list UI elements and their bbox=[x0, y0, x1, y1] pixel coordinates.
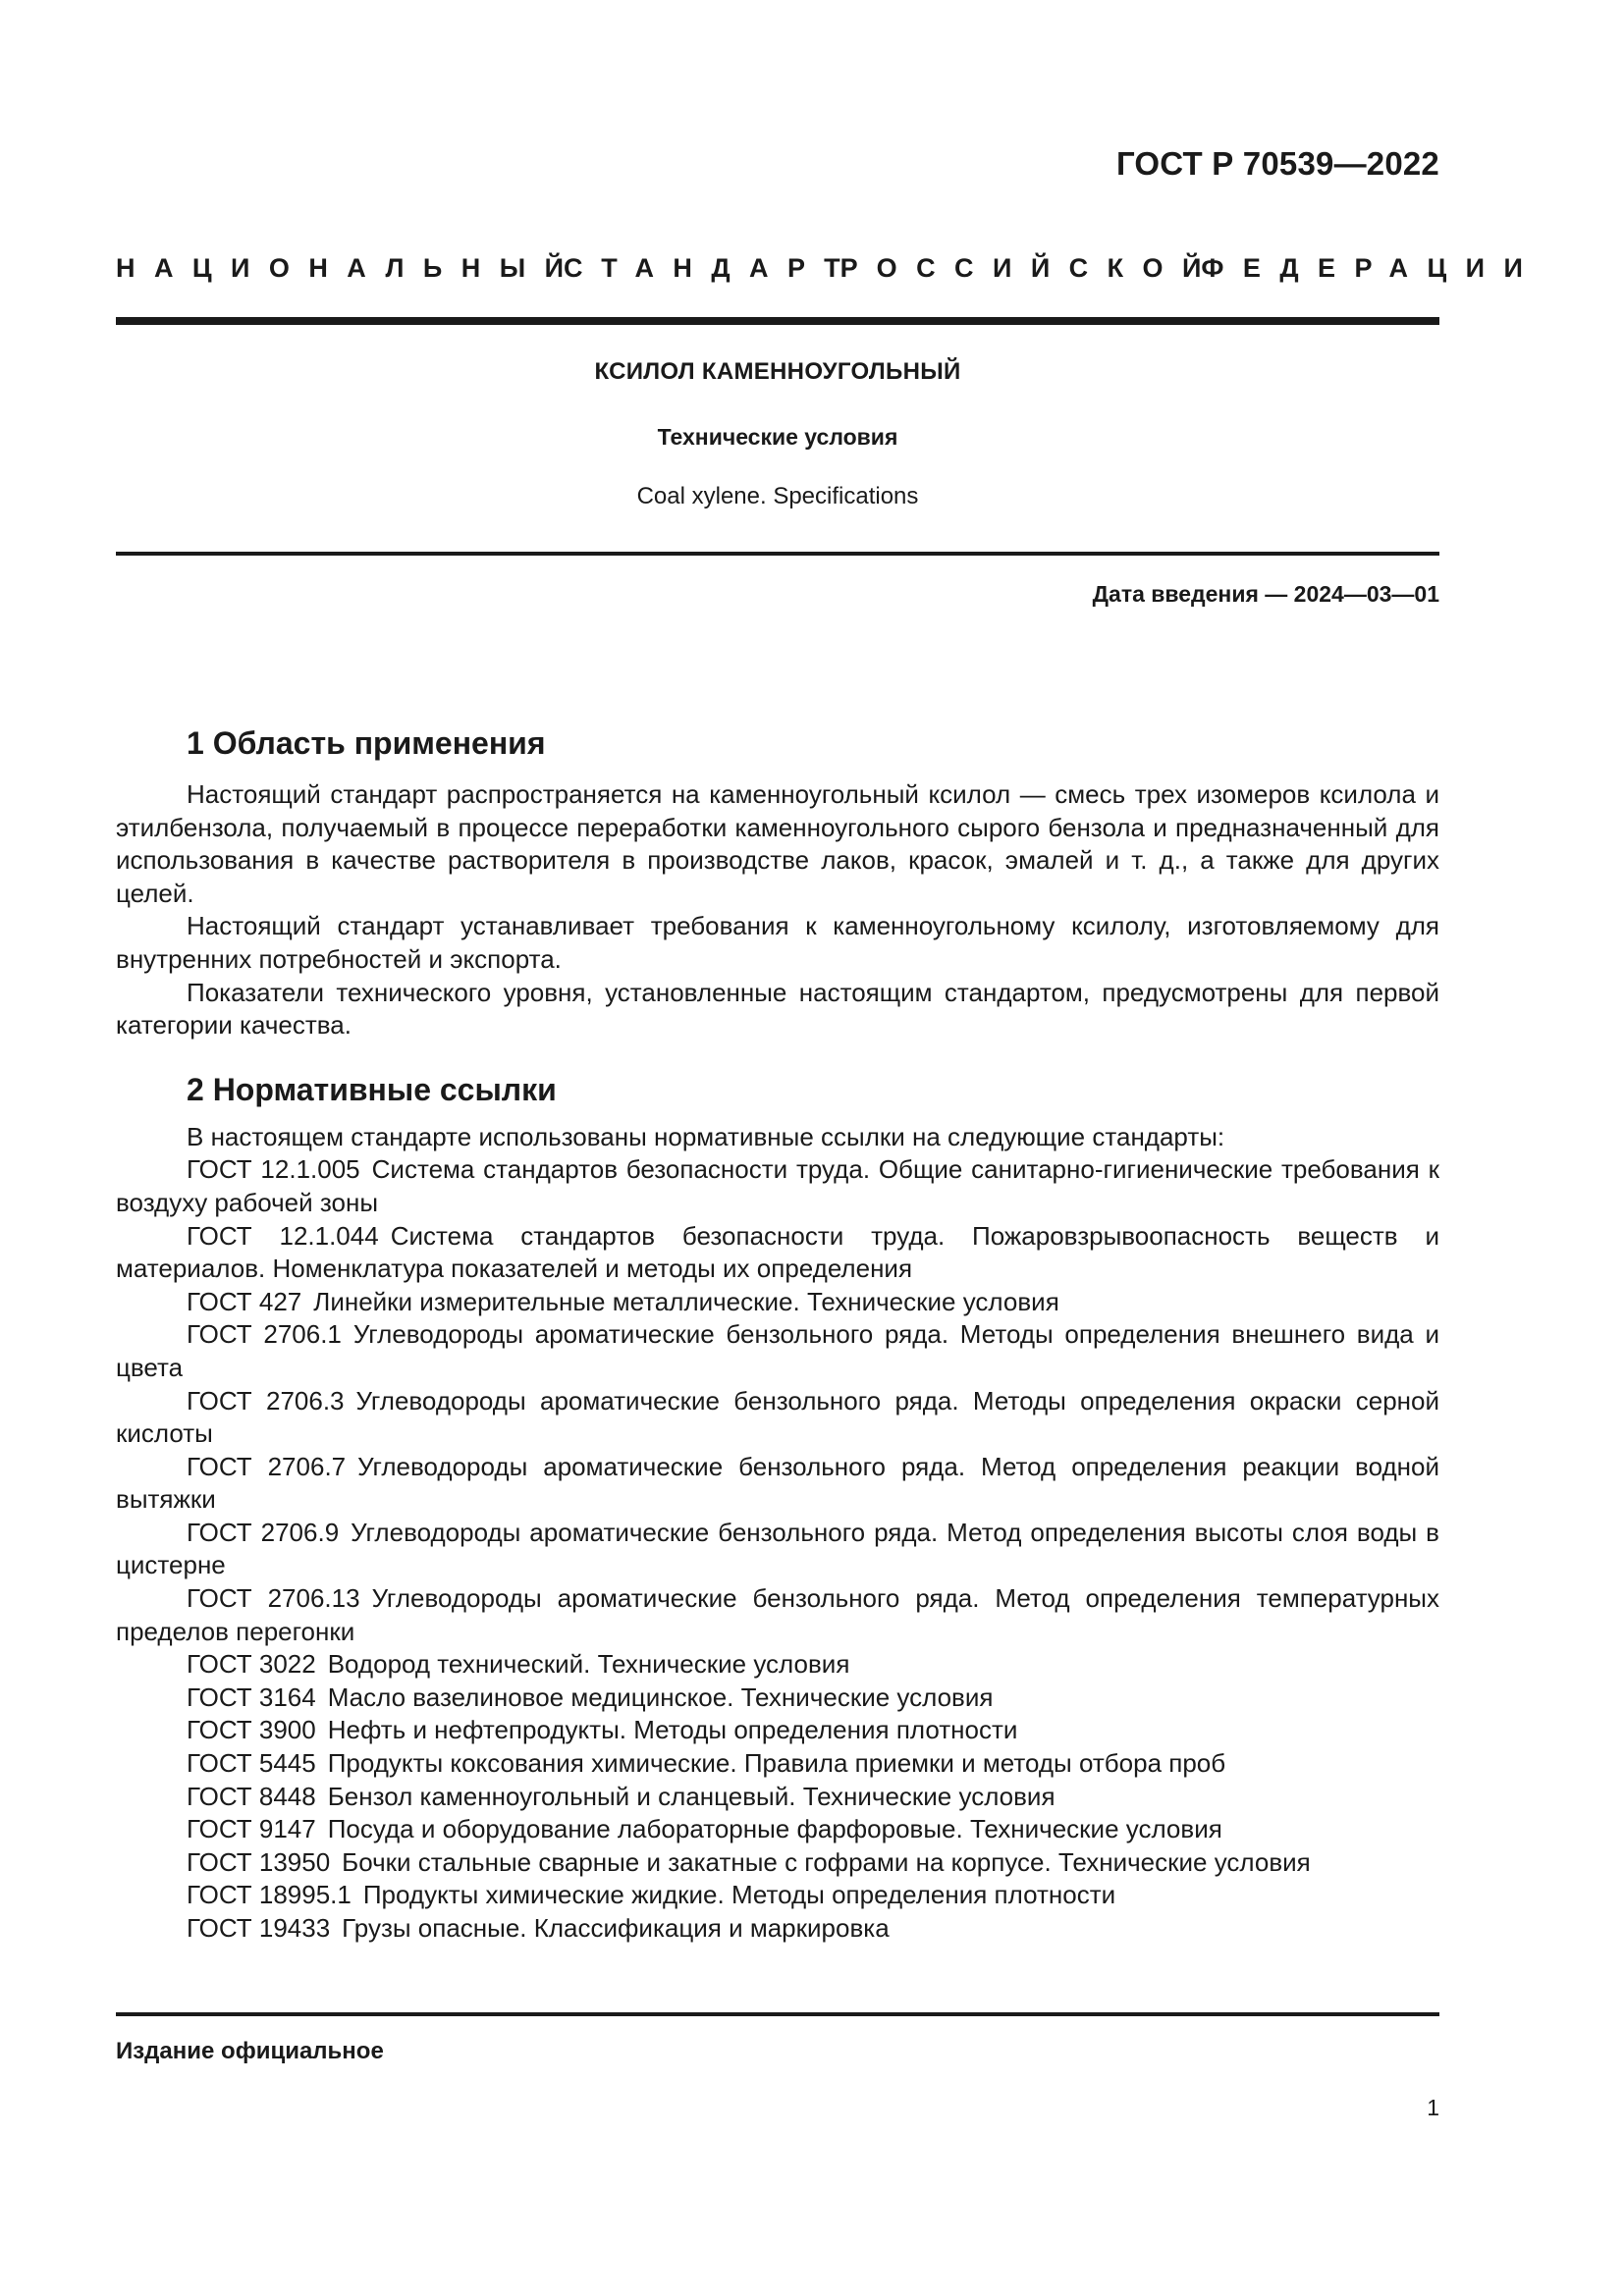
reference-item bbox=[116, 1813, 1439, 1846]
paragraph: Показатели технического уровня, установленные настоящим стандартом, предусмотрены для первой категории качества. bbox=[116, 977, 1439, 1041]
reference-item bbox=[116, 1912, 1439, 1946]
paragraph: Настоящий стандарт распространяется на каменноугольный ксилол — смесь трех изомеров ксилола и этилбензола, получаемый в процессе переработки каменноугольного сырого бензола и предназначенный для использования в качестве растворителя в производстве лаков, красок, эмалей и т. д., а также для других целей. bbox=[116, 779, 1439, 908]
reference-title: Водород технический. Технические условия bbox=[327, 1649, 850, 1680]
reference-item bbox=[116, 1286, 1439, 1319]
reference-title: Масло вазелиновое медицинское. Технические условия bbox=[327, 1682, 994, 1712]
english-title: Coal xylene. Specifications bbox=[636, 483, 919, 509]
reference-number: ГОСТ 8448 bbox=[187, 1781, 316, 1811]
reference-title: Нефть и нефтепродукты. Методы определения плотности bbox=[327, 1715, 1018, 1745]
paragraph: В настоящем стандарте использованы нормативные ссылки на следующие стандарты: bbox=[187, 1121, 1225, 1151]
reference-item bbox=[116, 1153, 1439, 1219]
reference-number: ГОСТ 12.1.005 bbox=[187, 1154, 360, 1185]
reference-title: Углеводороды ароматические бензольного ряда. Метод определения высоты слоя воды в цистерне bbox=[116, 1517, 1439, 1580]
introduction-date: Дата введения — 2024—03—01 bbox=[1092, 581, 1439, 607]
reference-item bbox=[116, 1220, 1439, 1286]
reference-number: ГОСТ 2706.1 bbox=[187, 1319, 342, 1350]
reference-title: Продукты коксования химические. Правила приемки и методы отбора проб bbox=[327, 1748, 1226, 1779]
reference-item bbox=[116, 1781, 1439, 1814]
document-subtitle: Технические условия bbox=[657, 424, 898, 450]
reference-title: Углеводороды ароматические бензольного ряда. Метод определения реакции водной вытяжки bbox=[116, 1451, 1439, 1515]
reference-item bbox=[116, 1385, 1439, 1451]
banner-word: РОССИЙСКОЙ bbox=[839, 253, 1220, 283]
reference-title: Посуда и оборудование лабораторные фарфоровые. Технические условия bbox=[327, 1814, 1222, 1844]
reference-number: ГОСТ 427 bbox=[187, 1286, 302, 1316]
reference-item bbox=[116, 1582, 1439, 1648]
section-heading: 1 Область применения bbox=[187, 725, 546, 761]
reference-item bbox=[116, 1747, 1439, 1781]
reference-title: Бензол каменноугольный и сланцевый. Технические условия bbox=[327, 1781, 1056, 1811]
banner-word: ФЕДЕРАЦИИ bbox=[1201, 253, 1543, 283]
divider bbox=[116, 2012, 1439, 2016]
standard-code: ГОСТ Р 70539—2022 bbox=[1115, 145, 1439, 182]
national-standard-banner bbox=[116, 253, 1543, 284]
reference-item bbox=[116, 1318, 1439, 1384]
reference-number: ГОСТ 12.1.044 bbox=[187, 1220, 379, 1251]
reference-item bbox=[116, 1714, 1439, 1747]
reference-title: Система стандартов безопасности труда. Пожаровзрывоопасность веществ и материалов. Номенклатура показателей и методы их определения bbox=[116, 1220, 1439, 1284]
reference-title: Углеводороды ароматические бензольного ряда. Методы определения внешнего вида и цвета bbox=[116, 1319, 1440, 1382]
reference-item bbox=[116, 1648, 1439, 1682]
reference-number: ГОСТ 3022 bbox=[187, 1649, 316, 1680]
reference-number: ГОСТ 3164 bbox=[187, 1682, 316, 1712]
page-number: 1 bbox=[1427, 2095, 1439, 2120]
reference-list bbox=[116, 1153, 1439, 1945]
divider bbox=[116, 552, 1439, 556]
banner-word: СТАНДАРТ bbox=[564, 253, 860, 283]
reference-number: ГОСТ 2706.3 bbox=[187, 1385, 345, 1415]
reference-number: ГОСТ 13950 bbox=[187, 1846, 331, 1877]
section-heading: 2 Нормативные ссылки bbox=[187, 1071, 557, 1107]
reference-title: Продукты химические жидкие. Методы определения плотности bbox=[362, 1880, 1116, 1910]
reference-title: Грузы опасные. Классификация и маркировка bbox=[342, 1913, 890, 1943]
reference-item bbox=[116, 1682, 1439, 1715]
reference-number: ГОСТ 2706.13 bbox=[187, 1583, 360, 1614]
document-title: КСИЛОЛ КАМЕННОУГОЛЬНЫЙ bbox=[594, 358, 961, 385]
reference-number: ГОСТ 5445 bbox=[187, 1748, 316, 1779]
reference-title: Углеводороды ароматические бензольного ряда. Метод определения температурных пределов перегонки bbox=[116, 1583, 1439, 1646]
paragraph: Настоящий стандарт устанавливает требования к каменноугольному ксилолу, изготовляемому для внутренних потребностей и экспорта. bbox=[116, 911, 1439, 974]
reference-item bbox=[116, 1879, 1439, 1912]
reference-title: Система стандартов безопасности труда. Общие санитарно-гигиенические требования к воздуху рабочей зоны bbox=[116, 1154, 1439, 1217]
reference-item bbox=[116, 1451, 1439, 1517]
reference-title: Углеводороды ароматические бензольного ряда. Методы определения окраски серной кислоты bbox=[116, 1385, 1439, 1449]
document-body bbox=[116, 721, 1439, 1946]
reference-title: Линейки измерительные металлические. Технические условия bbox=[313, 1286, 1059, 1316]
reference-number: ГОСТ 9147 bbox=[187, 1814, 316, 1844]
reference-number: ГОСТ 2706.9 bbox=[187, 1517, 340, 1547]
reference-title: Бочки стальные сварные и закатные с гофрами на корпусе. Технические условия bbox=[342, 1846, 1311, 1877]
reference-number: ГОСТ 3900 bbox=[187, 1715, 316, 1745]
reference-item bbox=[116, 1846, 1439, 1880]
reference-number: ГОСТ 2706.7 bbox=[187, 1451, 347, 1481]
reference-number: ГОСТ 19433 bbox=[187, 1913, 331, 1943]
divider-thick bbox=[116, 317, 1439, 325]
official-edition-label: Издание официальное bbox=[116, 2038, 384, 2064]
reference-number: ГОСТ 18995.1 bbox=[187, 1880, 352, 1910]
reference-item bbox=[116, 1517, 1439, 1582]
banner-word: НАЦИОНАЛЬНЫЙ bbox=[116, 253, 583, 283]
